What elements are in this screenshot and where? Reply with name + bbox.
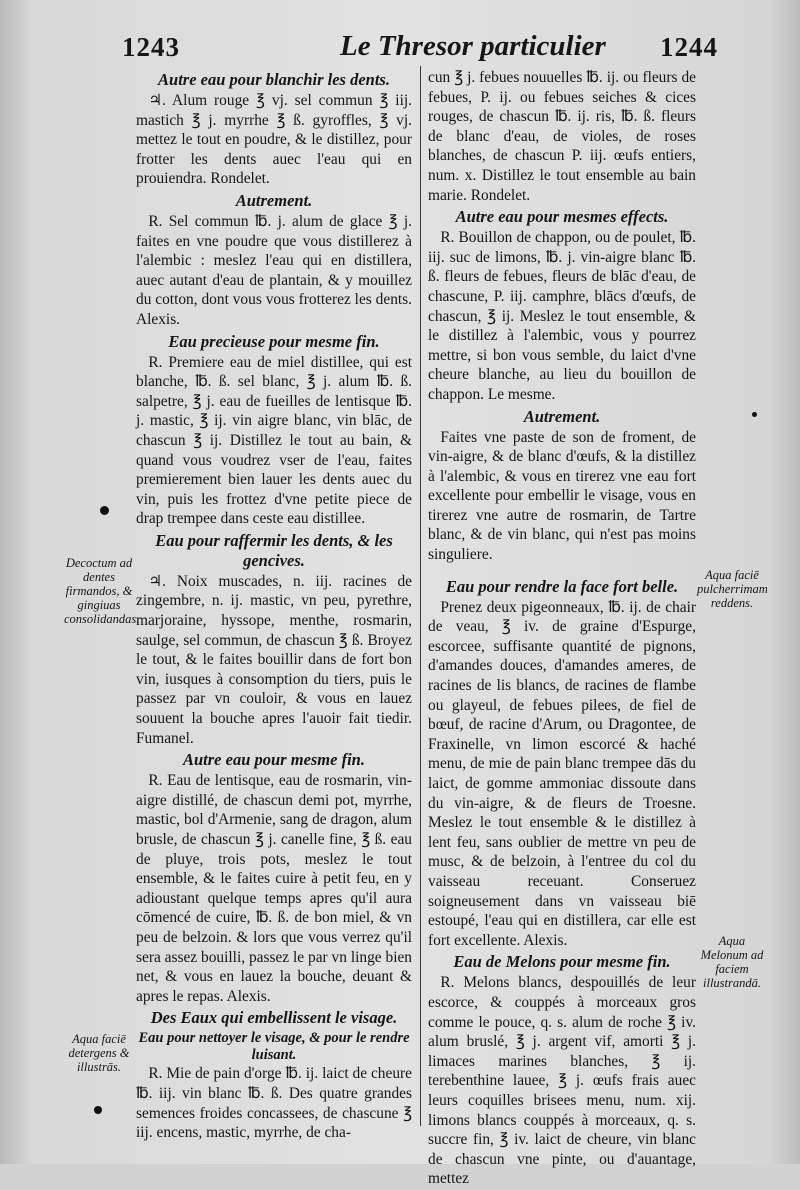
margin-note-decoctum: Decoctum ad dentes firmandos, & gingiuas consolidandas. [64, 556, 140, 626]
section-heading: Eau pour raffermir les dents, & les gencives. [155, 530, 393, 570]
left-column [136, 68, 412, 1150]
ink-spot [752, 412, 757, 417]
section-heading: Autre eau pour mesmes effects. [455, 207, 669, 227]
margin-note-aqua-faciei: Aqua faciē pulcherrimam reddens. [697, 568, 768, 610]
recipe-paragraph: Faites vne paste de son de froment, de vin-aigre, & de blanc d'œufs, & la distillez à l'alembic, & vous en tirerez vne eau fort excellente pour embellir le visage, vous en tirerez vne autre de rosmarin, de Tartre blanc, & de vin blanc, qui n'est pas moins singuliere. [428, 428, 696, 564]
section-gap [428, 565, 696, 575]
recipe-paragraph: R. Mie de pain d'orge ℔. ij. laict de cheure ℔. iij. vin blanc ℔. ß. Des quatre grandes semences froides concassees, de chascune ℥ iij. encens, mastic, myrrhe, de cha- [136, 1065, 412, 1142]
section-heading: Eau de Melons pour mesme fin. [453, 952, 671, 972]
ink-spot [100, 506, 109, 515]
ink-spot [94, 1106, 102, 1114]
section-heading: Des Eaux qui embellissent le visage. [150, 1008, 398, 1028]
section-heading: Autrement. [523, 406, 601, 426]
margin-note-aqua-facie-detergens: Aqua faciē detergens & illustrās. [68, 1032, 130, 1074]
page-number-right: 1244 [660, 32, 718, 62]
section-heading: Autre eau pour mesme fin. [183, 750, 365, 770]
recipe-paragraph: ♃. Noix muscades, n. iij. racines de zingembre, n. ij. mastic, vn peu, pyrethre, marjoraine, hyssope, menthe, rosmarin, saulge, sel commun, de chascun ℥ ß. Broyez le tout, & le faites bouillir dans de fort bon vin, iusques à consomption du tiers, puis le passez par vn couloir, & vous en lauez souuent la bouche apres l'auoir fait tiedir. Fumanel. [136, 572, 412, 747]
recipe-paragraph: cun ℥ j. febues nouuelles ℔. ij. ou fleurs de febues, P. ij. ou febues seiches & cices rouges, de chascun ℔. ij. ris, ℔. ß. fleurs de blanc d'eau, de violes, de roses blanches, de chascun P. iij. œufs entiers, num. x. Distillez le tout ensemble au bain marie. Rondelet. [428, 69, 696, 204]
recipe-paragraph: R. Bouillon de chappon, ou de poulet, ℔. iij. suc de limons, ℔. j. vin-aigre blanc ℔. ß. fleurs de febues, fleurs de blāc d'eau, de chascune, P. iij. camphre, blācs d'œufs, de chascun, ℥ ij. Meslez le tout ensemble, & le distillez à l'alembic, vous y pourrez mettre, si bon vous semble, du laict d'vne cheure blanche, au lieu du bouillon de chappon. Le mesme. [428, 229, 696, 403]
page-number-left: 1243 [122, 32, 180, 62]
section-heading: Eau pour rendre la face fort belle. [445, 576, 679, 596]
section-heading: Autrement. [235, 190, 313, 210]
section-heading: Eau precieuse pour mesme fin. [168, 331, 380, 351]
recipe-paragraph: R. Melons blancs, despouillés de leur escorce, & couppés à morceaux gros comme le pouce, q. s. alum de roche ℥ iv. alum bruslé, ℥ j. argent vif, amorti ℥ j. limaces marines blanches, ℥ ij. terebenthine lauee, ℥ j. œufs frais auec leurs coquilles brisees menu, num. xij. limons blancs couppés à morceaux, q. s. succre fin, ℥ iv. laict de cheure, vin blanc de chascun vne pinte, ou d'auantage, mettez [428, 974, 696, 1188]
margin-note-aqua-melonum: Aqua Melonum ad faciem illustrandā. [700, 934, 764, 990]
page-header [0, 30, 800, 66]
recipe-paragraph: R. Sel commun ℔. j. alum de glace ℥ j. faites en vne poudre que vous distillerez à l'alembic : meslez l'eau qui en distillera, auec autant d'eau de plantain, & y mouillez du cotton, dont vous vous frotterez les dents. Alexis. [136, 212, 412, 328]
right-column [428, 68, 696, 1188]
recipe-paragraph: R. Eau de lentisque, eau de rosmarin, vin-aigre distillé, de chascun demi pot, myrrhe, mastic, bol d'Armenie, sang de dragon, alum brusle, de chascun ℥ j. canelle fine, ℥ ß. eau de pluye, trois pots, meslez le tout ensemble, & le faites cuire à petit feu, en y adioustant quelque temps apres qu'il aura cōmencé de cuire, ℔. ß. de bon miel, & vn peu de belzoin. & lors que vous verrez qu'il sera assez bouilli, passez le par vn linge bien net, & vous en lauez la bouche, deuant & apres le repas. Alexis. [136, 772, 412, 1005]
recipe-paragraph: ♃. Alum rouge ℥ vj. sel commun ℥ iij. mastich ℥ j. myrrhe ℥ ß. gyroffles, ℥ vj. mettez le tout en poudre, & le distillez, pour frotter les dents auec l'eau qui en prouiendra. Rondelet. [136, 92, 412, 188]
section-subheading: Eau pour nettoyer le visage, & pour le rendre luisant. [138, 1030, 410, 1064]
recipe-paragraph: R. Premiere eau de miel distillee, qui est blanche, ℔. ß. sel blanc, ℥ j. alum ℔. ß. salpetre, ℥ j. eau de fueilles de lentisque ℔. j. mastic, ℥ ij. vin aigre blanc, vin blāc, de chascun ℥ ij. Distillez le tout au bain, & quand vous voudrez vser de l'eau, faites premierement bien lauer les dents auec du vin, puis les frottez d'vne petite piece de drap trempee dans ceste eau distillee. [136, 353, 412, 528]
section-heading: Autre eau pour blanchir les dents. [158, 70, 390, 89]
column-divider [420, 66, 421, 1126]
recipe-paragraph: Prenez deux pigeonneaux, ℔. ij. de chair de veau, ℥ iv. de graine d'Espurge, escorcee, suffisante quantité de pignons, d'amandes douces, d'amandes ameres, de racines de lis blancs, de racines de flambe ou glayeul, de febues pilees, de fiel de bœuf, de racine d'Arum, ou Dragontee, de Fraxinelle, vn limon escorcé & haché menu, de mie de pain blanc trempee dās du laict, de gomme ammoniac dissoute dans du vin-aigre, & de fleurs de Troesne. Meslez le tout ensemble & le distillez à lent feu, sans oublier de mettre vn peu de musc, & de belzoin, à l'entree du col du vaisseau receuant. Conseruez soigneusement dans vn vaisseau biē estoupé, l'eau qui en distillera, car elle est fort excellente. Alexis. [428, 598, 696, 949]
running-title: Le Thresor particulier [340, 30, 606, 62]
